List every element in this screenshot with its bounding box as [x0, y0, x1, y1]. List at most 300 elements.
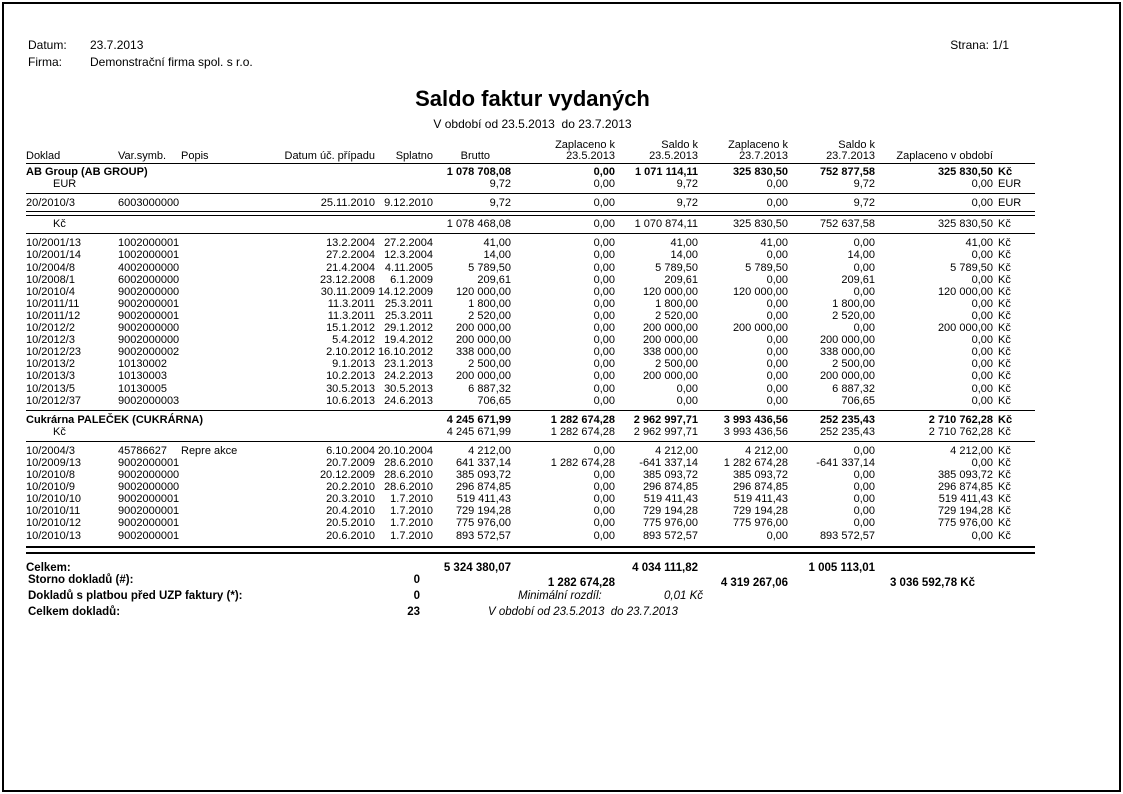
- cell-doklad: 10/2013/3: [26, 370, 75, 383]
- cell-zaplaceno-1: 0,00: [593, 493, 615, 506]
- cell-saldo-1: 1 071 114,11: [634, 166, 698, 178]
- cell-varsymb: 9002000002: [118, 346, 180, 359]
- date-value: 23.7.2013: [90, 38, 144, 52]
- total-zaplaceno-obdobi: 3 036 592,78 Kč: [889, 576, 975, 589]
- cell-brutto: 1 078 708,08: [446, 166, 511, 178]
- cell-zaplaceno-obdobi: 0,00: [971, 346, 993, 359]
- period-note: V období od 23.5.2013 do 23.7.2013: [488, 606, 678, 618]
- cell-brutto: 641 337,14: [455, 456, 511, 469]
- cell-datum: 30.5.2013: [326, 382, 375, 395]
- table-row: [26, 358, 1035, 370]
- cell-saldo-1: 0,00: [676, 382, 698, 395]
- cell-currency: Kč: [998, 309, 1011, 322]
- cell-splatno: 24.2.2013: [384, 370, 433, 383]
- cell-zaplaceno-2: 519 411,43: [733, 493, 788, 506]
- col-header-splatno: Splatno: [395, 150, 433, 162]
- cell-varsymb: 6003000000: [118, 197, 180, 210]
- cell-doklad: 10/2001/14: [26, 249, 82, 262]
- cell-saldo-1: 893 572,57: [642, 529, 698, 542]
- cell-zaplaceno-2: 1 282 674,28: [723, 456, 788, 469]
- cell-saldo-1: 5 789,50: [655, 261, 698, 274]
- cell-popis: [181, 237, 298, 249]
- cell-zaplaceno-2: 41,00: [760, 237, 788, 250]
- col-header-doklad: Doklad: [26, 150, 61, 162]
- cell-zaplaceno-1: 0,00: [593, 517, 615, 530]
- cell-brutto: 385 093,72: [455, 469, 511, 482]
- cell-brutto: 200 000,00: [455, 322, 511, 335]
- min-diff-label: Minimální rozdíl:: [518, 590, 602, 602]
- cell-doklad: 10/2009/13: [26, 456, 82, 469]
- table-row: [26, 286, 1035, 298]
- cell-doklad: 10/2010/9: [26, 481, 75, 494]
- cell-zaplaceno-2: 325 830,50: [732, 166, 788, 178]
- storno-label: Storno dokladů (#):: [28, 574, 134, 586]
- cell-zaplaceno-obdobi: 0,00: [971, 178, 993, 191]
- cell-splatno: 28.6.2010: [384, 456, 433, 469]
- cell-doklad: 10/2001/13: [26, 237, 82, 250]
- cell-saldo-1: 729 194,28: [642, 505, 698, 518]
- cell-zaplaceno-obdobi: 296 874,85: [937, 481, 993, 494]
- cell-popis: [181, 286, 298, 298]
- cell-zaplaceno-2: 3 993 436,56: [723, 425, 788, 438]
- total-docs-count: 23: [407, 606, 420, 618]
- total-zaplaceno-2: 4 319 267,06: [720, 576, 788, 589]
- cell-zaplaceno-1: 1 282 674,28: [550, 456, 615, 469]
- table-row: [26, 346, 1035, 358]
- cell-saldo-1: 14,00: [670, 249, 698, 262]
- cell-saldo-2: 0,00: [853, 517, 875, 530]
- cell-saldo-2: 338 000,00: [819, 346, 875, 359]
- cell-zaplaceno-1: 0,00: [593, 370, 615, 383]
- separator-rule: [26, 193, 1035, 194]
- date-label: Datum:: [28, 38, 67, 52]
- cell-saldo-1: 200 000,00: [642, 322, 698, 335]
- cell-zaplaceno-2: 775 976,00: [732, 517, 788, 530]
- cell-currency: Kč: [998, 481, 1011, 494]
- cell-doklad: 10/2010/12: [26, 517, 82, 530]
- cell-brutto: 209,61: [477, 273, 511, 286]
- cell-zaplaceno-1: 0,00: [593, 309, 615, 322]
- cell-popis: [181, 505, 298, 517]
- cell-saldo-2: 252 235,43: [819, 413, 875, 426]
- cell-doklad: 10/2013/5: [26, 382, 75, 395]
- cell-saldo-2: 209,61: [841, 273, 875, 286]
- cell-doklad: 10/2004/3: [26, 444, 75, 457]
- cell-zaplaceno-1: 0,00: [593, 197, 615, 210]
- cell-doklad: 10/2012/3: [26, 334, 75, 347]
- cell-zaplaceno-2: 120 000,00: [732, 285, 788, 298]
- cell-currency: Kč: [998, 493, 1011, 506]
- cell-saldo-2: 1 800,00: [832, 297, 875, 310]
- table-row: [26, 197, 1035, 209]
- cell-zaplaceno-2: 0,00: [766, 529, 788, 542]
- cell-datum: 25.11.2010: [320, 197, 375, 210]
- cell-doklad: 10/2013/2: [26, 358, 75, 371]
- cell-brutto: 1 800,00: [468, 297, 511, 310]
- cell-zaplaceno-obdobi: 120 000,00: [937, 285, 993, 298]
- cell-saldo-1: 1 800,00: [655, 297, 698, 310]
- cell-zaplaceno-1: 0,00: [593, 469, 615, 482]
- cell-zaplaceno-1: 0,00: [593, 273, 615, 286]
- cell-brutto: 41,00: [483, 237, 511, 250]
- currency-subtotal-row: [26, 218, 1035, 230]
- cell-currency: Kč: [998, 529, 1011, 542]
- cell-zaplaceno-obdobi: 0,00: [971, 297, 993, 310]
- cell-datum: 9.1.2013: [332, 358, 375, 371]
- cell-datum: 15.1.2012: [326, 322, 375, 335]
- cell-zaplaceno-2: 325 830,50: [732, 218, 788, 231]
- currency-subtotal-row: [26, 426, 1035, 438]
- cell-splatno: 12.3.2004: [384, 249, 433, 262]
- cell-saldo-1: 200 000,00: [642, 334, 698, 347]
- table-row: [26, 481, 1035, 493]
- cell-zaplaceno-obdobi: 0,00: [971, 382, 993, 395]
- table-row: [26, 383, 1035, 395]
- cell-zaplaceno-2: 0,00: [766, 370, 788, 383]
- cell-popis: [181, 262, 298, 274]
- cell-brutto: 4 245 671,99: [446, 425, 511, 438]
- total-docs-label: Celkem dokladů:: [28, 606, 121, 618]
- cell-zaplaceno-1: 0,00: [593, 261, 615, 274]
- col-header-datum: Datum úč. případu: [284, 150, 375, 162]
- cell-splatno: 27.2.2004: [384, 237, 433, 250]
- table-header-row: [26, 138, 1035, 162]
- cell-zaplaceno-2: 0,00: [766, 273, 788, 286]
- cell-zaplaceno-2: 0,00: [766, 309, 788, 322]
- cell-zaplaceno-obdobi: 775 976,00: [937, 517, 993, 530]
- cell-doklad: 10/2012/2: [26, 322, 75, 335]
- cell-varsymb: 4002000000: [118, 261, 180, 274]
- cell-zaplaceno-1: 0,00: [593, 218, 615, 231]
- cell-currency: Kč: [998, 273, 1011, 286]
- cell-saldo-2: 0,00: [853, 505, 875, 518]
- cell-doklad: 10/2010/11: [26, 505, 81, 518]
- cell-splatno: 1.7.2010: [390, 493, 433, 506]
- cell-zaplaceno-obdobi: 729 194,28: [937, 505, 993, 518]
- cell-brutto: 296 874,85: [455, 481, 511, 494]
- table-row: [26, 262, 1035, 274]
- cell-splatno: 1.7.2010: [390, 529, 433, 542]
- cell-saldo-1: 9,72: [676, 197, 698, 210]
- col-header-saldo-1: Saldo k 23.5.2013: [649, 139, 698, 162]
- cell-brutto: 200 000,00: [455, 334, 511, 347]
- cell-zaplaceno-obdobi: 519 411,43: [938, 493, 993, 506]
- cell-popis: [181, 249, 298, 261]
- cell-zaplaceno-obdobi: 41,00: [965, 237, 993, 250]
- cell-zaplaceno-1: 0,00: [593, 334, 615, 347]
- cell-zaplaceno-2: 0,00: [766, 297, 788, 310]
- cell-brutto: 9,72: [489, 178, 511, 191]
- cell-popis: [181, 197, 298, 209]
- cell-zaplaceno-obdobi: 0,00: [971, 394, 993, 407]
- cell-popis: [181, 395, 298, 407]
- cell-brutto: 2 520,00: [468, 309, 511, 322]
- cell-popis: [181, 370, 298, 382]
- cell-datum: 10.2.2013: [326, 370, 375, 383]
- cell-brutto: 6 887,32: [468, 382, 511, 395]
- cell-currency: Kč: [998, 382, 1011, 395]
- cell-zaplaceno-obdobi: 200 000,00: [937, 322, 993, 335]
- cell-doklad: 10/2011/11: [26, 297, 80, 310]
- total-saldo-1: 4 034 111,82: [632, 561, 698, 574]
- cell-zaplaceno-1: 0,00: [593, 529, 615, 542]
- cell-brutto: 729 194,28: [455, 505, 511, 518]
- page-number: Strana: 1/1: [950, 38, 1009, 52]
- cell-saldo-2: 893 572,57: [819, 529, 875, 542]
- footer-row-storno: [28, 572, 1037, 588]
- total-saldo-2: 1 005 113,01: [808, 561, 875, 574]
- cell-zaplaceno-2: 200 000,00: [732, 322, 788, 335]
- cell-zaplaceno-1: 0,00: [593, 285, 615, 298]
- firm-label: Firma:: [28, 55, 62, 69]
- cell-brutto: 338 000,00: [455, 346, 511, 359]
- cell-popis: [181, 322, 298, 334]
- cell-brutto: 5 789,50: [468, 261, 511, 274]
- cell-varsymb: 1002000001: [118, 249, 180, 262]
- report-table: [26, 138, 1035, 591]
- cell-popis: [181, 481, 298, 493]
- cell-zaplaceno-2: 3 993 436,56: [723, 413, 788, 426]
- cell-currency: Kč: [998, 505, 1011, 518]
- cell-doklad: 10/2011/12: [26, 309, 81, 322]
- cell-zaplaceno-2: 0,00: [766, 346, 788, 359]
- total-label: Celkem:: [26, 561, 71, 574]
- cell-brutto: 4 245 671,99: [446, 413, 511, 426]
- cell-currency: Kč: [998, 166, 1013, 178]
- cell-zaplaceno-2: 5 789,50: [745, 261, 788, 274]
- cell-saldo-1: 2 962 997,71: [633, 425, 698, 438]
- cell-zaplaceno-1: 0,00: [593, 249, 615, 262]
- cell-saldo-2: 0,00: [853, 493, 875, 506]
- cell-saldo-1: 200 000,00: [642, 370, 698, 383]
- cell-varsymb: 6002000000: [118, 273, 180, 286]
- cell-zaplaceno-2: 0,00: [766, 197, 788, 210]
- cell-popis: [181, 334, 298, 346]
- cell-currency: Kč: [998, 334, 1011, 347]
- cell-currency: Kč: [998, 261, 1011, 274]
- cell-zaplaceno-obdobi: 0,00: [971, 529, 993, 542]
- cell-varsymb: 9002000001: [118, 456, 180, 469]
- table-row: [26, 445, 1035, 457]
- cell-varsymb: 9002000001: [118, 297, 180, 310]
- cell-popis: Repre akce: [181, 444, 238, 457]
- cell-brutto: 9,72: [489, 197, 511, 210]
- col-header-varsymb: Var.symb.: [118, 150, 167, 162]
- cell-varsymb: 9002000003: [118, 394, 180, 407]
- min-diff-note: [488, 588, 703, 604]
- cell-datum: 23.12.2008: [319, 273, 375, 286]
- cell-datum: 13.2.2004: [326, 237, 375, 250]
- cell-saldo-2: 752 637,58: [819, 218, 875, 231]
- cell-datum: 6.10.2004: [326, 444, 375, 457]
- cell-currency: Kč: [998, 297, 1011, 310]
- cell-brutto: 775 976,00: [455, 517, 511, 530]
- group-name: AB Group (AB GROUP): [26, 166, 148, 178]
- cell-datum: 21.4.2004: [326, 261, 375, 274]
- cell-saldo-1: -641 337,14: [639, 456, 698, 469]
- cell-zaplaceno-2: 385 093,72: [732, 469, 788, 482]
- cell-saldo-1: 9,72: [676, 178, 698, 191]
- group-header-row: [26, 166, 1035, 178]
- cell-zaplaceno-2: 0,00: [766, 358, 788, 371]
- cell-currency: Kč: [998, 370, 1011, 383]
- cell-doklad: 10/2012/23: [26, 346, 82, 359]
- cell-varsymb: 9002000001: [118, 529, 180, 542]
- cell-saldo-2: 0,00: [853, 481, 875, 494]
- cell-splatno: 4.11.2005: [384, 261, 433, 274]
- cell-varsymb: 9002000000: [118, 285, 180, 298]
- cell-varsymb: 10130005: [118, 382, 167, 395]
- cell-varsymb: 9002000001: [118, 309, 180, 322]
- cell-varsymb: 10130003: [118, 370, 167, 383]
- separator-rule: [26, 233, 1035, 234]
- cell-currency: Kč: [998, 358, 1011, 371]
- cell-saldo-2: 0,00: [853, 261, 875, 274]
- cell-varsymb: 9002000000: [118, 334, 180, 347]
- cell-saldo-1: 775 976,00: [642, 517, 698, 530]
- cell-datum: 20.5.2010: [326, 517, 375, 530]
- separator-rule: [26, 410, 1035, 411]
- cell-currency: Kč: [998, 218, 1011, 231]
- cell-brutto: 4 212,00: [468, 444, 511, 457]
- total-brutto: 5 324 380,07: [443, 561, 511, 574]
- cell-saldo-2: 0,00: [853, 322, 875, 335]
- separator-rule: [26, 441, 1035, 442]
- cell-saldo-1: 2 500,00: [655, 358, 698, 371]
- cell-brutto: 1 078 468,08: [446, 218, 511, 231]
- cell-currency: EUR: [998, 178, 1022, 191]
- cell-splatno: 6.1.2009: [390, 273, 433, 286]
- cell-saldo-2: -641 337,14: [816, 456, 875, 469]
- cell-splatno: 19.4.2012: [384, 334, 433, 347]
- cell-splatno: 1.7.2010: [390, 517, 433, 530]
- cell-brutto: 120 000,00: [455, 285, 511, 298]
- cell-zaplaceno-2: 0,00: [766, 249, 788, 262]
- cell-saldo-1: 4 212,00: [655, 444, 698, 457]
- cell-splatno: 28.6.2010: [384, 469, 433, 482]
- firm-value: Demonstrační firma spol. s r.o.: [90, 55, 253, 69]
- cell-datum: 20.12.2009: [319, 469, 375, 482]
- cell-currency: Kč: [998, 456, 1011, 469]
- cell-datum: 11.3.2011: [327, 309, 375, 322]
- cell-currency: Kč: [998, 285, 1011, 298]
- cell-datum: 20.7.2009: [326, 456, 375, 469]
- cell-saldo-1: 209,61: [664, 273, 698, 286]
- cell-varsymb: 10130002: [118, 358, 167, 371]
- cell-varsymb: 9002000001: [118, 517, 180, 530]
- currency-label: Kč: [53, 425, 66, 438]
- cell-zaplaceno-2: 729 194,28: [732, 505, 788, 518]
- cell-currency: Kč: [998, 322, 1011, 335]
- footer-row-uzp: [28, 588, 1037, 604]
- cell-datum: 20.2.2010: [326, 481, 375, 494]
- cell-splatno: 16.10.2012: [377, 346, 433, 359]
- cell-zaplaceno-obdobi: 2 710 762,28: [928, 425, 993, 438]
- cell-saldo-2: 252 235,43: [819, 425, 875, 438]
- cell-zaplaceno-obdobi: 0,00: [971, 249, 993, 262]
- cell-doklad: 10/2010/10: [26, 493, 82, 506]
- table-row: [26, 249, 1035, 261]
- cell-popis: [181, 469, 298, 481]
- cell-varsymb: 9002000001: [118, 493, 180, 506]
- cell-popis: [181, 517, 298, 529]
- table-row: [26, 395, 1035, 407]
- col-header-popis: Popis: [181, 150, 209, 162]
- cell-zaplaceno-obdobi: 325 830,50: [937, 166, 993, 178]
- cell-currency: Kč: [998, 346, 1011, 359]
- cell-zaplaceno-2: 4 212,00: [745, 444, 788, 457]
- cell-datum: 27.2.2004: [326, 249, 375, 262]
- cell-zaplaceno-obdobi: 4 212,00: [950, 444, 993, 457]
- cell-popis: [181, 530, 298, 542]
- cell-doklad: 10/2010/13: [26, 529, 82, 542]
- cell-saldo-1: 385 093,72: [642, 469, 698, 482]
- cell-brutto: 2 500,00: [468, 358, 511, 371]
- cell-saldo-1: 2 520,00: [655, 309, 698, 322]
- cell-doklad: 10/2012/37: [26, 394, 82, 407]
- report-title: Saldo faktur vydaných: [415, 86, 650, 111]
- cell-saldo-2: 9,72: [853, 178, 875, 191]
- cell-saldo-2: 6 887,32: [832, 382, 875, 395]
- cell-zaplaceno-1: 0,00: [593, 346, 615, 359]
- cell-zaplaceno-obdobi: 0,00: [971, 334, 993, 347]
- table-row: [26, 469, 1035, 481]
- cell-brutto: 200 000,00: [455, 370, 511, 383]
- cell-zaplaceno-1: 0,00: [593, 505, 615, 518]
- total-zaplaceno-1: 1 282 674,28: [547, 576, 615, 589]
- table-row: [26, 370, 1035, 382]
- cell-zaplaceno-obdobi: 0,00: [971, 309, 993, 322]
- currency-subtotal-row: [26, 178, 1035, 190]
- table-row: [26, 298, 1035, 310]
- cell-zaplaceno-1: 0,00: [593, 382, 615, 395]
- cell-varsymb: 1002000001: [118, 237, 180, 250]
- cell-currency: Kč: [998, 444, 1011, 457]
- cell-currency: Kč: [998, 394, 1011, 407]
- cell-saldo-1: 2 962 997,71: [633, 413, 698, 426]
- cell-splatno: 25.3.2011: [384, 309, 433, 322]
- cell-zaplaceno-1: 0,00: [593, 358, 615, 371]
- cell-saldo-2: 0,00: [853, 444, 875, 457]
- cell-splatno: 30.5.2013: [384, 382, 433, 395]
- report-subtitle: V období od 23.5.2013 do 23.7.2013: [433, 117, 632, 131]
- col-header-brutto: Brutto: [460, 150, 490, 162]
- cell-currency: Kč: [998, 413, 1013, 426]
- separator-rule-dthin: [26, 211, 1035, 216]
- table-body: [26, 166, 1035, 554]
- cell-varsymb: 9002000001: [118, 505, 180, 518]
- table-row: [26, 505, 1035, 517]
- cell-saldo-2: 0,00: [853, 469, 875, 482]
- cell-currency: Kč: [998, 425, 1011, 438]
- cell-popis: [181, 457, 298, 469]
- cell-saldo-2: 2 500,00: [832, 358, 875, 371]
- cell-datum: 2.10.2012: [326, 346, 375, 359]
- cell-saldo-1: 1 070 874,11: [634, 218, 698, 231]
- storno-count: 0: [413, 574, 420, 586]
- cell-zaplaceno-2: 0,00: [766, 382, 788, 395]
- cell-brutto: 14,00: [483, 249, 511, 262]
- cell-zaplaceno-obdobi: 325 830,50: [937, 218, 993, 231]
- cell-zaplaceno-obdobi: 0,00: [971, 370, 993, 383]
- cell-zaplaceno-obdobi: 0,00: [971, 273, 993, 286]
- header-underline: [26, 163, 1035, 164]
- cell-datum: 11.3.2011: [327, 297, 375, 310]
- table-row: [26, 274, 1035, 286]
- cell-currency: Kč: [998, 469, 1011, 482]
- cell-splatno: 28.6.2010: [384, 481, 433, 494]
- col-header-zaplaceno-obdobi: Zaplaceno v období: [896, 150, 993, 162]
